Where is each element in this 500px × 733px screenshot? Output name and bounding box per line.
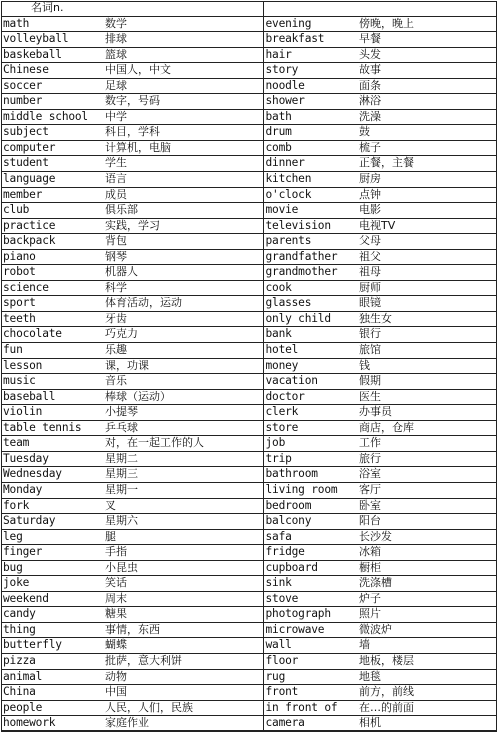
left-meaning: 课，功课 bbox=[104, 358, 263, 374]
left-word: student bbox=[1, 156, 104, 172]
left-word: finger bbox=[1, 545, 104, 561]
table-row bbox=[1, 327, 497, 343]
table-row bbox=[1, 514, 497, 530]
table-row bbox=[1, 311, 497, 327]
table-row bbox=[1, 405, 497, 421]
left-meaning: 乒乓球 bbox=[104, 420, 263, 436]
left-meaning: 人民，人们，民族 bbox=[104, 700, 263, 716]
right-word: cupboard bbox=[263, 560, 358, 576]
right-meaning: 旅行 bbox=[358, 451, 497, 467]
page-title: 名词n. bbox=[1, 1, 263, 16]
right-meaning: 冰箱 bbox=[358, 545, 497, 561]
left-word: team bbox=[1, 436, 104, 452]
left-meaning: 小提琴 bbox=[104, 405, 263, 421]
left-word: volleyball bbox=[1, 32, 104, 48]
table-row bbox=[1, 716, 497, 732]
left-meaning: 事情，东西 bbox=[104, 622, 263, 638]
left-word: pizza bbox=[1, 653, 104, 669]
right-meaning: 鼓 bbox=[358, 125, 497, 141]
right-meaning: 商店，仓库 bbox=[358, 420, 497, 436]
left-word: chocolate bbox=[1, 327, 104, 343]
left-word: backpack bbox=[1, 234, 104, 250]
left-word: baskeball bbox=[1, 47, 104, 63]
right-word: grandmother bbox=[263, 265, 358, 281]
table-row bbox=[1, 622, 497, 638]
left-meaning: 巧克力 bbox=[104, 327, 263, 343]
right-meaning: 祖父 bbox=[358, 249, 497, 265]
right-word: balcony bbox=[263, 514, 358, 530]
left-meaning: 背包 bbox=[104, 234, 263, 250]
right-meaning: 微波炉 bbox=[358, 622, 497, 638]
left-meaning: 星期六 bbox=[104, 514, 263, 530]
right-word: kitchen bbox=[263, 172, 358, 188]
left-meaning: 排球 bbox=[104, 32, 263, 48]
right-meaning: 地板，楼层 bbox=[358, 653, 497, 669]
table-row bbox=[1, 47, 497, 63]
right-meaning: 在…的前面 bbox=[358, 700, 497, 716]
left-meaning: 科目，学科 bbox=[104, 125, 263, 141]
table-row bbox=[1, 218, 497, 234]
left-meaning: 实践，学习 bbox=[104, 218, 263, 234]
table-row bbox=[1, 420, 497, 436]
left-word: homework bbox=[1, 716, 104, 732]
right-meaning: 眼镜 bbox=[358, 296, 497, 312]
right-word: doctor bbox=[263, 389, 358, 405]
table-row bbox=[1, 265, 497, 281]
left-word: Wednesday bbox=[1, 467, 104, 483]
right-word: evening bbox=[263, 16, 358, 32]
left-word: Tuesday bbox=[1, 451, 104, 467]
right-word: shower bbox=[263, 94, 358, 110]
table-row bbox=[1, 638, 497, 654]
right-meaning: 前方，前线 bbox=[358, 685, 497, 701]
right-word: trip bbox=[263, 451, 358, 467]
table-row bbox=[1, 607, 497, 623]
right-meaning: 地毯 bbox=[358, 669, 497, 685]
left-meaning: 成员 bbox=[104, 187, 263, 203]
header-row bbox=[1, 1, 497, 16]
table-row bbox=[1, 467, 497, 483]
table-row bbox=[1, 203, 497, 219]
left-word: soccer bbox=[1, 78, 104, 94]
left-meaning: 学生 bbox=[104, 156, 263, 172]
left-word: fork bbox=[1, 498, 104, 514]
left-meaning: 星期一 bbox=[104, 482, 263, 498]
left-word: bug bbox=[1, 560, 104, 576]
left-meaning: 棒球（运动） bbox=[104, 389, 263, 405]
left-meaning: 语言 bbox=[104, 172, 263, 188]
right-word: grandfather bbox=[263, 249, 358, 265]
right-word: photograph bbox=[263, 607, 358, 623]
left-meaning: 数学 bbox=[104, 16, 263, 32]
left-meaning: 篮球 bbox=[104, 47, 263, 63]
right-word: only child bbox=[263, 311, 358, 327]
table-row bbox=[1, 156, 497, 172]
left-meaning: 体育活动，运动 bbox=[104, 296, 263, 312]
right-meaning: 独生女 bbox=[358, 311, 497, 327]
left-meaning: 周末 bbox=[104, 591, 263, 607]
table-row bbox=[1, 343, 497, 359]
right-meaning: 相机 bbox=[358, 716, 497, 732]
table-row bbox=[1, 172, 497, 188]
left-word: baseball bbox=[1, 389, 104, 405]
left-meaning: 腿 bbox=[104, 529, 263, 545]
table-row bbox=[1, 249, 497, 265]
right-meaning: 照片 bbox=[358, 607, 497, 623]
right-word: wall bbox=[263, 638, 358, 654]
right-word: movie bbox=[263, 203, 358, 219]
right-word: glasses bbox=[263, 296, 358, 312]
right-meaning: 卧室 bbox=[358, 498, 497, 514]
left-meaning: 星期三 bbox=[104, 467, 263, 483]
left-word: China bbox=[1, 685, 104, 701]
right-word: comb bbox=[263, 140, 358, 156]
left-word: Monday bbox=[1, 482, 104, 498]
left-word: leg bbox=[1, 529, 104, 545]
right-meaning: 正餐，主餐 bbox=[358, 156, 497, 172]
right-meaning: 早餐 bbox=[358, 32, 497, 48]
left-meaning: 星期二 bbox=[104, 451, 263, 467]
right-word: drum bbox=[263, 125, 358, 141]
table-row bbox=[1, 591, 497, 607]
left-meaning: 钢琴 bbox=[104, 249, 263, 265]
right-meaning: 洗澡 bbox=[358, 109, 497, 125]
right-word: dinner bbox=[263, 156, 358, 172]
left-meaning: 糖果 bbox=[104, 607, 263, 623]
left-word: member bbox=[1, 187, 104, 203]
left-meaning: 笑话 bbox=[104, 576, 263, 592]
table-row bbox=[1, 576, 497, 592]
table-row bbox=[1, 482, 497, 498]
right-word: bedroom bbox=[263, 498, 358, 514]
table-row bbox=[1, 669, 497, 685]
right-word: store bbox=[263, 420, 358, 436]
left-meaning: 乐趣 bbox=[104, 343, 263, 359]
right-word: story bbox=[263, 63, 358, 79]
table-row bbox=[1, 234, 497, 250]
right-word: fridge bbox=[263, 545, 358, 561]
table-row bbox=[1, 389, 497, 405]
right-word: bath bbox=[263, 109, 358, 125]
left-word: club bbox=[1, 203, 104, 219]
right-meaning: 头发 bbox=[358, 47, 497, 63]
right-meaning: 墙 bbox=[358, 638, 497, 654]
right-word: hotel bbox=[263, 343, 358, 359]
right-meaning: 洗涤槽 bbox=[358, 576, 497, 592]
right-word: microwave bbox=[263, 622, 358, 638]
left-word: lesson bbox=[1, 358, 104, 374]
vocabulary-body bbox=[1, 1, 497, 731]
right-meaning: 假期 bbox=[358, 374, 497, 390]
table-row bbox=[1, 187, 497, 203]
left-meaning: 科学 bbox=[104, 280, 263, 296]
right-word: floor bbox=[263, 653, 358, 669]
right-word: money bbox=[263, 358, 358, 374]
left-word: violin bbox=[1, 405, 104, 421]
right-meaning: 点钟 bbox=[358, 187, 497, 203]
left-meaning: 中国 bbox=[104, 685, 263, 701]
right-word: hair bbox=[263, 47, 358, 63]
right-meaning: 钱 bbox=[358, 358, 497, 374]
right-meaning: 祖母 bbox=[358, 265, 497, 281]
right-meaning: 梳子 bbox=[358, 140, 497, 156]
right-meaning: 傍晚，晚上 bbox=[358, 16, 497, 32]
right-word: o'clock bbox=[263, 187, 358, 203]
table-row bbox=[1, 16, 497, 32]
table-row bbox=[1, 296, 497, 312]
left-meaning: 手指 bbox=[104, 545, 263, 561]
right-meaning: 银行 bbox=[358, 327, 497, 343]
right-word: job bbox=[263, 436, 358, 452]
right-meaning: 旅馆 bbox=[358, 343, 497, 359]
left-word: teeth bbox=[1, 311, 104, 327]
table-row bbox=[1, 529, 497, 545]
table-row bbox=[1, 140, 497, 156]
left-word: math bbox=[1, 16, 104, 32]
left-meaning: 数字，号码 bbox=[104, 94, 263, 110]
left-meaning: 家庭作业 bbox=[104, 716, 263, 732]
table-row bbox=[1, 498, 497, 514]
table-row bbox=[1, 63, 497, 79]
right-meaning: 面条 bbox=[358, 78, 497, 94]
left-meaning: 足球 bbox=[104, 78, 263, 94]
left-word: table tennis bbox=[1, 420, 104, 436]
right-word: sink bbox=[263, 576, 358, 592]
left-word: computer bbox=[1, 140, 104, 156]
left-word: candy bbox=[1, 607, 104, 623]
table-row bbox=[1, 685, 497, 701]
table-row bbox=[1, 560, 497, 576]
right-meaning: 阳台 bbox=[358, 514, 497, 530]
left-meaning: 蝴蝶 bbox=[104, 638, 263, 654]
right-meaning: 浴室 bbox=[358, 467, 497, 483]
left-word: people bbox=[1, 700, 104, 716]
left-word: animal bbox=[1, 669, 104, 685]
right-word: bank bbox=[263, 327, 358, 343]
table-row bbox=[1, 700, 497, 716]
header-empty-cell bbox=[263, 1, 497, 16]
right-word: living room bbox=[263, 482, 358, 498]
right-meaning: 长沙发 bbox=[358, 529, 497, 545]
right-word: safa bbox=[263, 529, 358, 545]
left-word: weekend bbox=[1, 591, 104, 607]
vocabulary-table bbox=[1, 1, 497, 732]
right-meaning: 橱柜 bbox=[358, 560, 497, 576]
right-meaning: 电影 bbox=[358, 203, 497, 219]
table-row bbox=[1, 451, 497, 467]
right-word: cook bbox=[263, 280, 358, 296]
left-word: middle school bbox=[1, 109, 104, 125]
left-meaning: 计算机，电脑 bbox=[104, 140, 263, 156]
table-row bbox=[1, 280, 497, 296]
left-word: fun bbox=[1, 343, 104, 359]
left-meaning: 批萨，意大利饼 bbox=[104, 653, 263, 669]
left-word: number bbox=[1, 94, 104, 110]
left-word: butterfly bbox=[1, 638, 104, 654]
table-row bbox=[1, 653, 497, 669]
left-word: practice bbox=[1, 218, 104, 234]
right-word: parents bbox=[263, 234, 358, 250]
left-word: music bbox=[1, 374, 104, 390]
left-meaning: 叉 bbox=[104, 498, 263, 514]
table-row bbox=[1, 545, 497, 561]
left-word: science bbox=[1, 280, 104, 296]
right-meaning: 父母 bbox=[358, 234, 497, 250]
left-word: Saturday bbox=[1, 514, 104, 530]
right-meaning: 厨师 bbox=[358, 280, 497, 296]
right-meaning: 办事员 bbox=[358, 405, 497, 421]
table-row bbox=[1, 374, 497, 390]
left-word: sport bbox=[1, 296, 104, 312]
right-word: camera bbox=[263, 716, 358, 732]
left-meaning: 小昆虫 bbox=[104, 560, 263, 576]
table-row bbox=[1, 109, 497, 125]
left-word: Chinese bbox=[1, 63, 104, 79]
left-word: language bbox=[1, 172, 104, 188]
left-meaning: 牙齿 bbox=[104, 311, 263, 327]
right-word: noodle bbox=[263, 78, 358, 94]
left-meaning: 动物 bbox=[104, 669, 263, 685]
left-word: robot bbox=[1, 265, 104, 281]
right-meaning: 故事 bbox=[358, 63, 497, 79]
left-word: joke bbox=[1, 576, 104, 592]
table-row bbox=[1, 125, 497, 141]
table-row bbox=[1, 94, 497, 110]
right-word: television bbox=[263, 218, 358, 234]
right-meaning: 医生 bbox=[358, 389, 497, 405]
right-word: vacation bbox=[263, 374, 358, 390]
right-word: front bbox=[263, 685, 358, 701]
right-word: clerk bbox=[263, 405, 358, 421]
table-row bbox=[1, 436, 497, 452]
right-meaning: 淋浴 bbox=[358, 94, 497, 110]
table-row bbox=[1, 32, 497, 48]
left-meaning: 中学 bbox=[104, 109, 263, 125]
table-row bbox=[1, 78, 497, 94]
right-meaning: 电视TV bbox=[358, 218, 497, 234]
right-meaning: 客厅 bbox=[358, 482, 497, 498]
left-meaning: 俱乐部 bbox=[104, 203, 263, 219]
left-meaning: 对，在一起工作的人 bbox=[104, 436, 263, 452]
left-meaning: 音乐 bbox=[104, 374, 263, 390]
right-word: stove bbox=[263, 591, 358, 607]
right-word: rug bbox=[263, 669, 358, 685]
left-word: piano bbox=[1, 249, 104, 265]
right-meaning: 工作 bbox=[358, 436, 497, 452]
left-word: thing bbox=[1, 622, 104, 638]
left-word: subject bbox=[1, 125, 104, 141]
right-word: bathroom bbox=[263, 467, 358, 483]
right-meaning: 厨房 bbox=[358, 172, 497, 188]
right-word: breakfast bbox=[263, 32, 358, 48]
left-meaning: 中国人，中文 bbox=[104, 63, 263, 79]
right-word: in front of bbox=[263, 700, 358, 716]
left-meaning: 机器人 bbox=[104, 265, 263, 281]
right-meaning: 炉子 bbox=[358, 591, 497, 607]
table-row bbox=[1, 358, 497, 374]
